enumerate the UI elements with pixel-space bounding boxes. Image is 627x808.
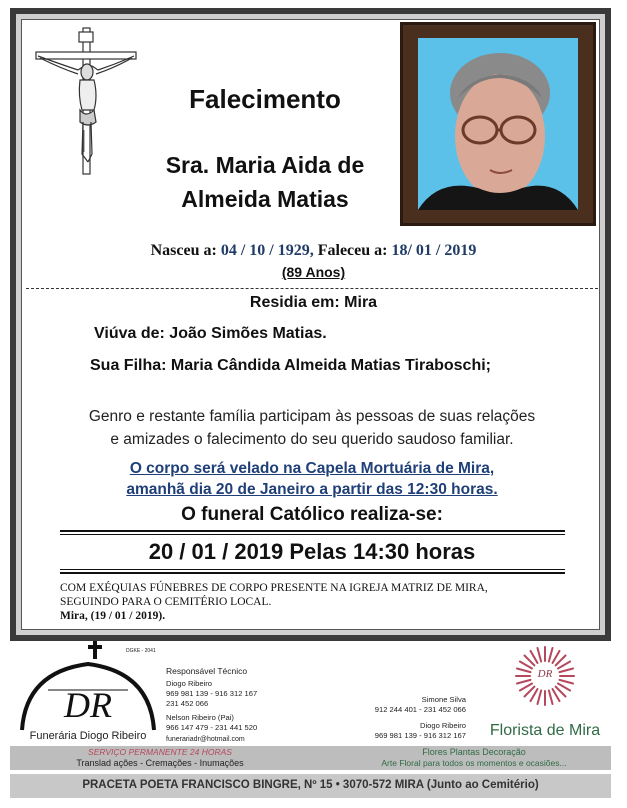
place-date: Mira, (19 / 01 / 2019). xyxy=(60,610,166,622)
florista-logo-letters: DR xyxy=(537,668,553,680)
portrait-image xyxy=(418,38,578,210)
residence: Residia em: Mira xyxy=(249,294,378,311)
rule-top xyxy=(60,530,565,532)
simone-phones: 912 244 401 - 231 452 066 xyxy=(374,705,466,714)
died-label: Faleceu a: xyxy=(317,242,388,259)
died-date: 18/ 01 / 2019 xyxy=(391,242,477,259)
born-date: 04 / 10 / 1929, xyxy=(220,242,314,259)
age xyxy=(0,264,627,280)
flower-petal xyxy=(537,690,541,704)
deceased-name-line1: Sra. Maria Aida de xyxy=(165,152,365,178)
flower-petal xyxy=(549,648,553,662)
services: Translad ações - Cremações - Inumações xyxy=(76,758,244,768)
funeraria-logo xyxy=(18,654,158,732)
widow-line: Viúva de: João Simões Matias. xyxy=(94,325,327,342)
responsavel-name: Diogo Ribeiro xyxy=(166,679,213,688)
message-line2: e amizades o falecimento do seu querido saudoso familiar. xyxy=(110,431,514,448)
exequias-line1: COM EXÉQUIAS FÚNEBRES DE CORPO PRESENTE NA IGREJA MATRIZ DE MIRA, xyxy=(60,582,488,594)
funeral-datetime: 20 / 01 / 2019 Pelas 14:30 horas xyxy=(148,539,476,564)
flower-logo-icon xyxy=(514,645,576,707)
funeraria-name: Funerária Diogo Ribeiro xyxy=(29,730,147,742)
flower-petal xyxy=(559,680,573,684)
age-text: (89 Anos) xyxy=(281,264,346,280)
wake-line1: O corpo será velado na Capela Mortuária de Mira, xyxy=(129,460,495,477)
portrait-photo xyxy=(400,22,596,226)
dates-line xyxy=(0,242,627,260)
florista-slogan: Arte Floral para todos os momentos e ocasiões... xyxy=(381,758,567,768)
funeral-heading: O funeral Católico realiza-se: xyxy=(181,504,443,525)
page-title: Falecimento xyxy=(189,84,341,114)
nelson-name: Nelson Ribeiro (Pai) xyxy=(166,713,234,722)
deceased-name-line2: Almeida Matias xyxy=(181,186,349,212)
born-label: Nasceu a: xyxy=(150,242,217,259)
crucifix-icon xyxy=(30,26,140,178)
funeraria-logo-letters: DR xyxy=(64,685,112,725)
service-line: SERVIÇO PERMANENTE 24 HORAS xyxy=(88,747,232,757)
wake-line2: amanhã dia 20 de Janeiro a partir das 12:30 horas. xyxy=(126,481,498,498)
responsavel-phone2: 231 452 066 xyxy=(166,699,209,708)
rule-bottom xyxy=(60,572,565,574)
florista-products: Flores Plantas Decoração xyxy=(422,747,526,757)
flower-petal xyxy=(549,690,553,704)
email: funerariadr@hotmail.com xyxy=(166,736,245,743)
exequias-line2: SEGUINDO PARA O CEMITÉRIO LOCAL. xyxy=(60,596,272,608)
diogo2-phones: 969 981 139 - 916 312 167 xyxy=(374,731,466,740)
rule-bottom-thin xyxy=(60,569,565,570)
nelson-phones: 966 147 479 - 231 441 520 xyxy=(166,723,258,732)
message-line1: Genro e restante família participam às pessoas de suas relações xyxy=(88,408,536,425)
rule-top-thin xyxy=(60,534,565,535)
simone-name: Simone Silva xyxy=(421,695,466,704)
tiny-code: DGKE - 2041 xyxy=(126,648,156,654)
flower-petal xyxy=(537,648,541,662)
dashed-divider xyxy=(26,288,598,289)
responsavel-label: Responsável Técnico xyxy=(166,666,248,676)
daughter-line: Sua Filha: Maria Cândida Almeida Matias Tiraboschi; xyxy=(90,357,491,374)
florista-name: Florista de Mira xyxy=(489,722,601,739)
flower-petal xyxy=(517,680,531,684)
responsavel-phones: 969 981 139 - 916 312 167 xyxy=(166,689,258,698)
diogo2-name: Diogo Ribeiro xyxy=(419,721,466,730)
address: PRACETA POETA FRANCISCO BINGRE, Nº 15 • 3070-572 MIRA (Junto ao Cemitério) xyxy=(82,779,539,791)
